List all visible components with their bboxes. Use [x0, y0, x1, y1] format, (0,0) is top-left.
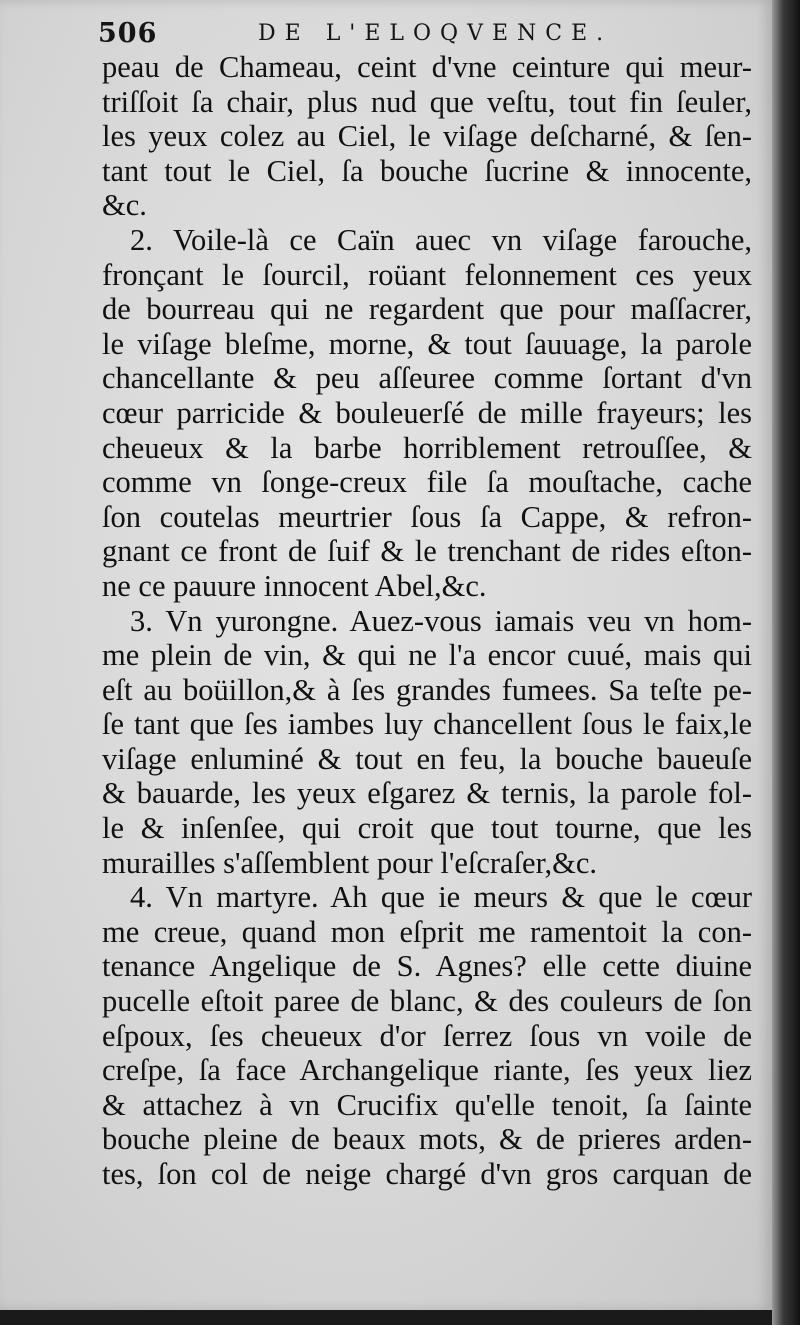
text-line: triſſoit ſa chair, plus nud que veſtu, tout fin ſeuler,: [102, 84, 752, 119]
text-line: 4. Vn martyre. Ah que ie meurs & que le cœur: [130, 880, 752, 915]
text-line: cœur parricide & bouleuerſé de mille frayeurs; les: [102, 395, 752, 430]
page-number: 506: [98, 18, 158, 49]
text-line: fronçant le ſourcil, roüant felonnement ces yeux: [102, 257, 752, 292]
text-line: 3. Vn yurongne. Auez-vous iamais veu vn hom-: [130, 603, 752, 638]
text-line: & bauarde, les yeux eſgarez & ternis, la parole fol-: [102, 776, 752, 811]
running-head: DE L'ELOQVENCE.: [258, 21, 613, 46]
text-line: le & inſenſee, qui croit que tout tourne, que les: [102, 811, 752, 846]
text-line: ſe tant que ſes iambes luy chancellent ſous le faix,le: [102, 707, 752, 742]
text-line: eſt au boüillon,& à ſes grandes fumees. Sa teſte pe-: [102, 672, 752, 707]
text-line: viſage enluminé & tout en feu, la bouche baueuſe: [102, 741, 752, 776]
text-line: le viſage bleſme, morne, & tout ſauuage, la parole: [102, 326, 752, 361]
text-line: tes, ſon col de neige chargé d'vn gros carquan de: [102, 1157, 752, 1191]
text-line: gnant ce front de ſuif & le trenchant de rides eſton-: [102, 534, 752, 569]
text-line: ſon coutelas meurtrier ſous ſa Cappe, & refron-: [102, 499, 752, 534]
text-line: chancellante & peu aſſeuree comme ſortant d'vn: [102, 361, 752, 396]
text-line: les yeux colez au Ciel, le viſage deſcharné, & ſen-: [102, 119, 752, 154]
page-header: [98, 18, 758, 50]
text-line: me plein de vin, & qui ne l'a encor cuué, mais qui: [102, 638, 752, 673]
text-line: cheueux & la barbe horriblement retrouſſee, &: [102, 430, 752, 465]
text-line: &c.: [102, 188, 147, 223]
text-line: creſpe, ſa face Archangelique riante, ſes yeux liez: [102, 1053, 752, 1088]
text-line: ne ce pauure innocent Abel,&c.: [102, 568, 487, 603]
text-line: comme vn ſonge-creux file ſa mouſtache, cache: [102, 465, 752, 500]
text-line: tant tout le Ciel, ſa bouche ſucrine & innocente,: [102, 153, 752, 188]
text-block: [102, 50, 752, 1192]
text-line: murailles s'aſſemblent pour l'eſcraſer,&c.: [102, 845, 598, 880]
text-line: bouche pleine de beaux mots, & de prieres arden-: [102, 1122, 752, 1157]
text-line: eſpoux, ſes cheueux d'or ſerrez ſous vn voile de: [102, 1018, 752, 1053]
text-line: 2. Voile-là ce Caïn auec vn viſage farouche,: [130, 222, 752, 257]
page-edge-shadow: [772, 0, 800, 1325]
text-line: de bourreau qui ne regardent que pour maſſacrer,: [102, 292, 752, 327]
text-line: me creue, quand mon eſprit me ramentoit la con-: [102, 914, 752, 949]
text-line: peau de Chameau, ceint d'vne ceinture qui meur-: [102, 50, 752, 84]
text-line: pucelle eſtoit paree de blanc, & des couleurs de ſon: [102, 984, 752, 1019]
text-line: tenance Angelique de S. Agnes? elle cette diuine: [102, 949, 752, 984]
text-line: & attachez à vn Crucifix qu'elle tenoit, ſa ſainte: [102, 1087, 752, 1122]
